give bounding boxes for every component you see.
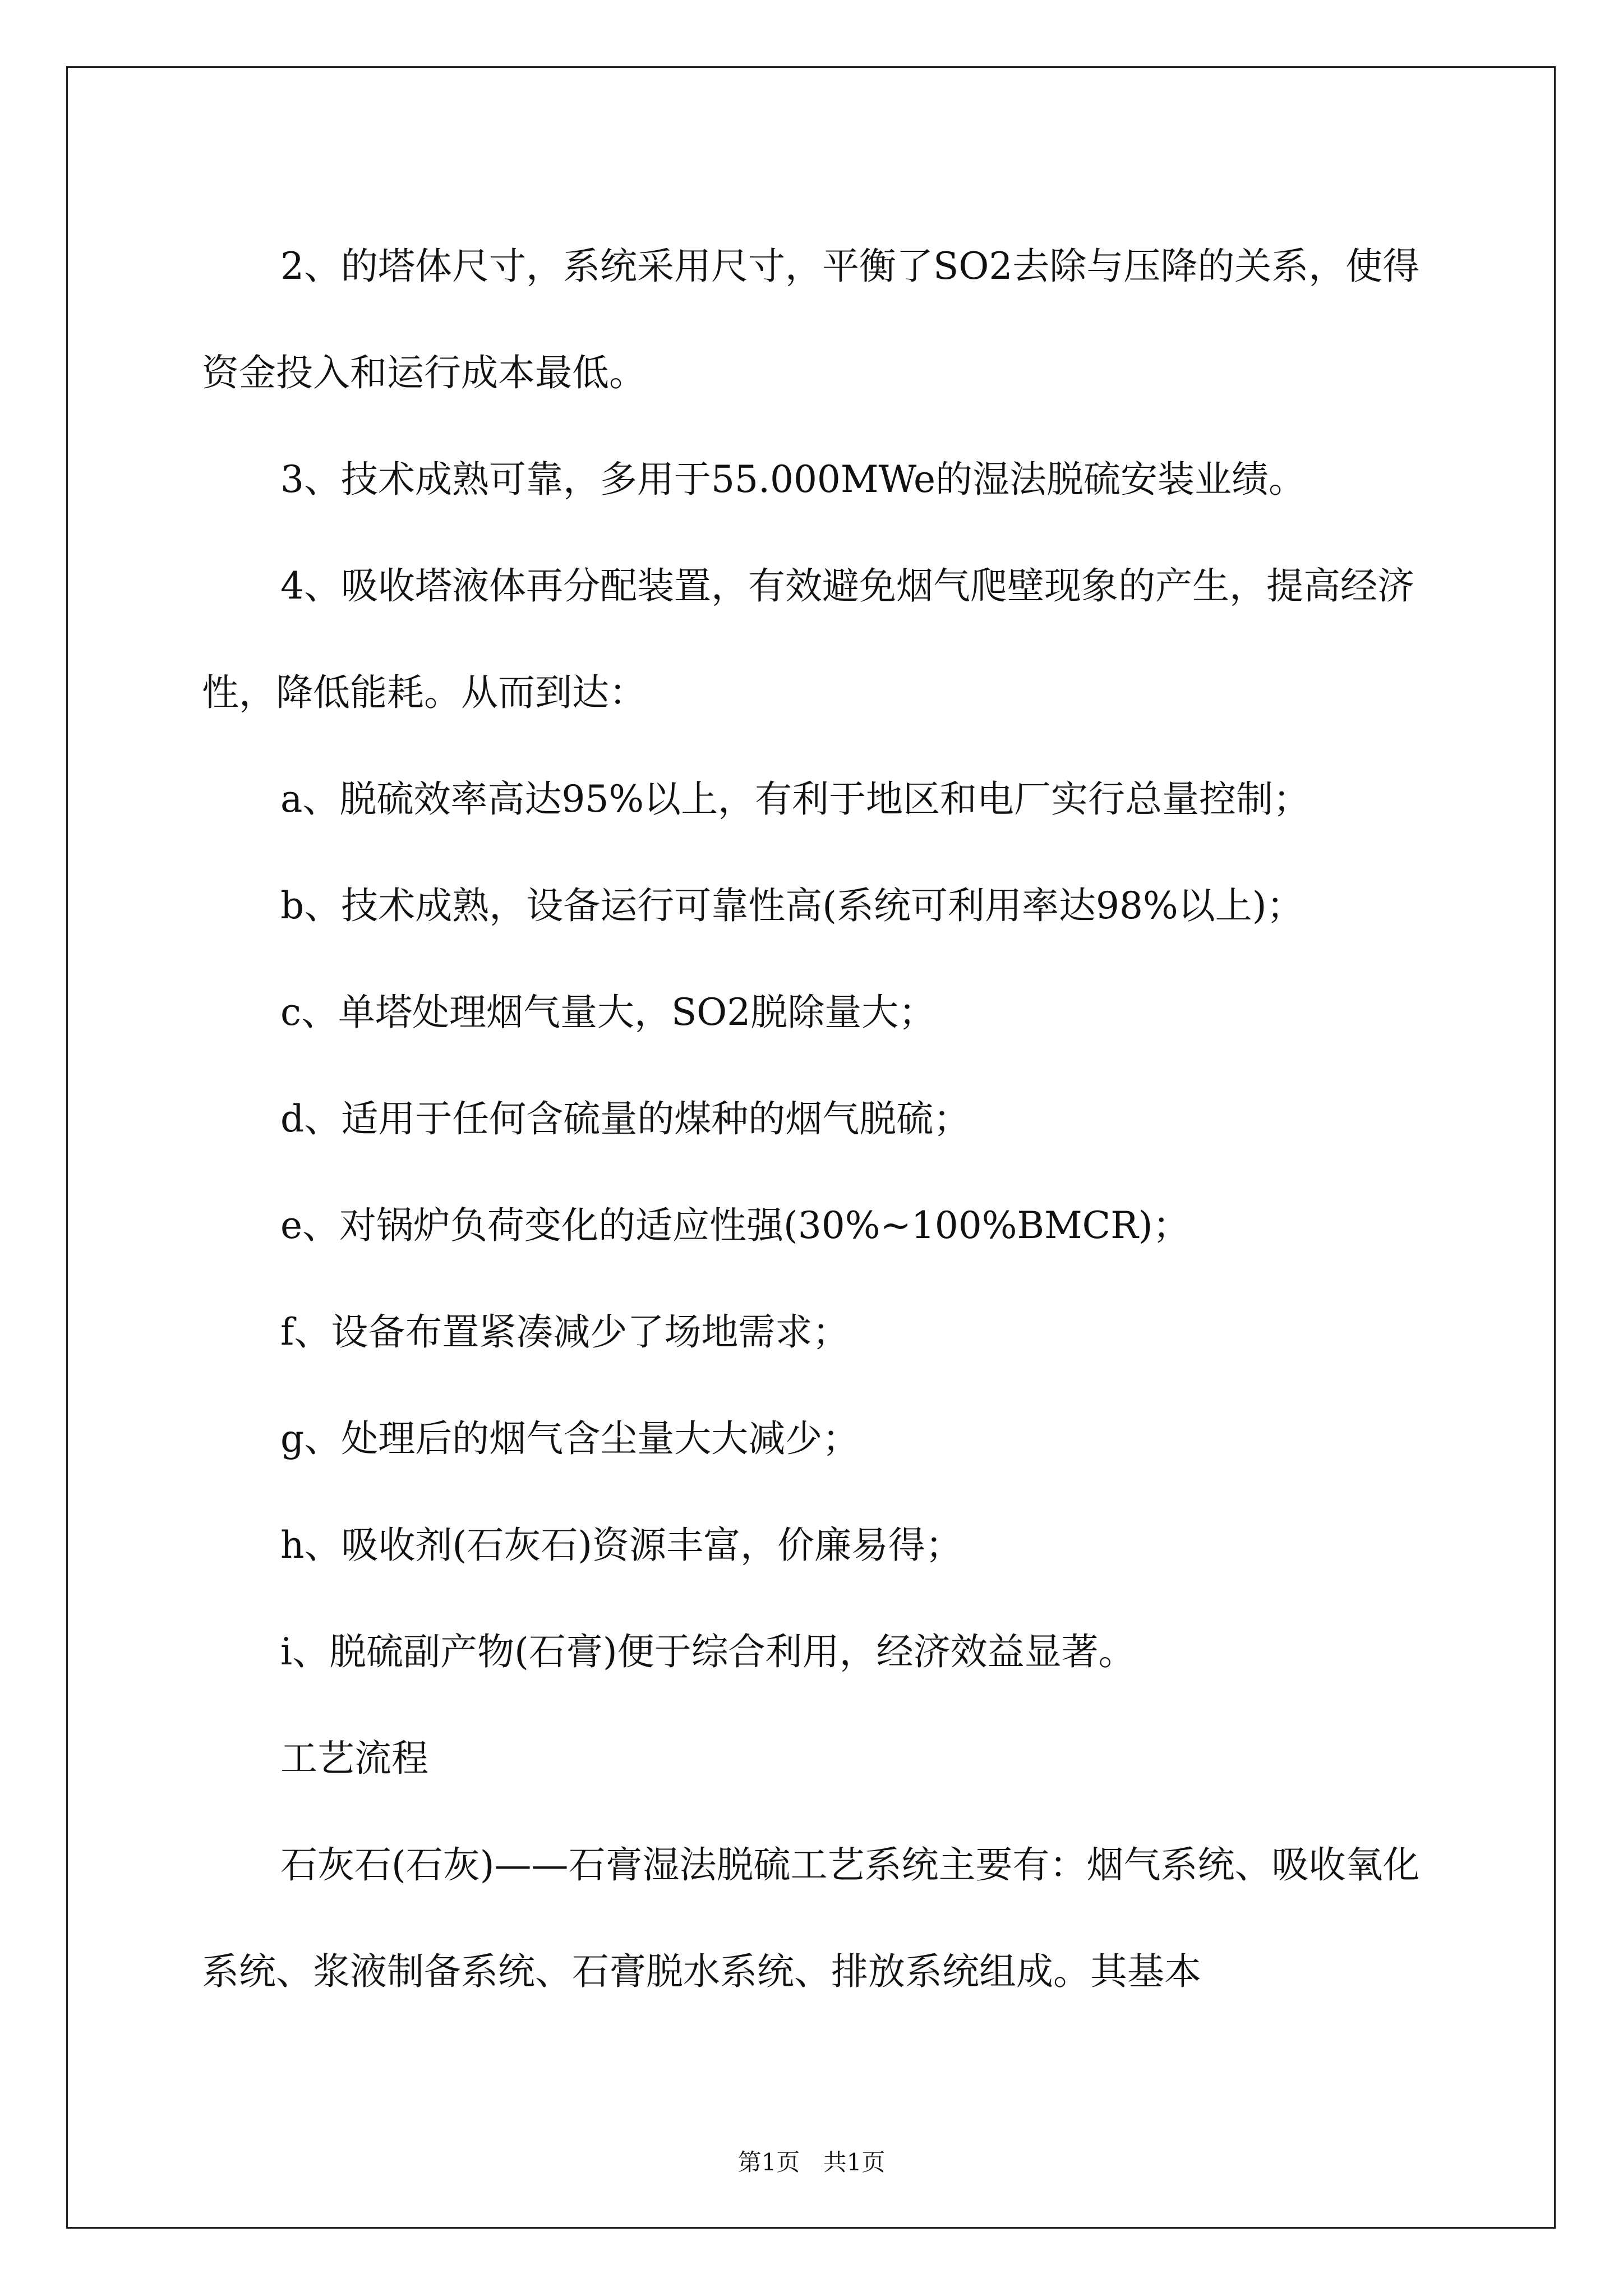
paragraph: h、吸收剂(石灰石)资源丰富，价廉易得； — [280, 1524, 963, 1567]
paragraph: f、设备布置紧凑减少了场地需求； — [280, 1310, 850, 1354]
page-footer — [0, 2144, 1623, 2178]
paragraph: 2、的塔体尺寸，系统采用尺寸，平衡了SO2去除与压降的关系，使得资金投入和运行成本最低。 — [202, 245, 1420, 394]
paragraph: 石灰石(石灰)——石膏湿法脱硫工艺系统主要有：烟气系统、吸收氧化系统、浆液制备系统、石膏脱水系统、排放系统组成。其基本 — [202, 1843, 1420, 1993]
page-number: 第1页 — [737, 2148, 800, 2176]
paragraph: 4、吸收塔液体再分配装置，有效避免烟气爬壁现象的产生，提高经济性，降低能耗。从而到达： — [202, 564, 1414, 714]
paragraph: g、处理后的烟气含尘量大大减少； — [280, 1417, 860, 1460]
paragraph: b、技术成熟，设备运行可靠性高(系统可利用率达98%以上)； — [280, 884, 1304, 927]
paragraph: d、适用于任何含硫量的煤种的烟气脱硫； — [280, 1097, 971, 1140]
section-heading: 工艺流程 — [280, 1737, 428, 1780]
page-total: 共1页 — [823, 2148, 886, 2176]
document-body — [202, 213, 1424, 2025]
paragraph: a、脱硫效率高达95%以上，有利于地区和电厂实行总量控制； — [280, 777, 1311, 821]
paragraph: i、脱硫副产物(石膏)便于综合利用，经济效益显著。 — [280, 1630, 1136, 1673]
paragraph: c、单塔处理烟气量大，SO2脱除量大； — [280, 991, 936, 1034]
paragraph: 3、技术成熟可靠，多用于55.000MWe的湿法脱硫安装业绩。 — [280, 458, 1306, 501]
paragraph: e、对锅炉负荷变化的适应性强(30%~100%BMCR)； — [280, 1204, 1190, 1247]
